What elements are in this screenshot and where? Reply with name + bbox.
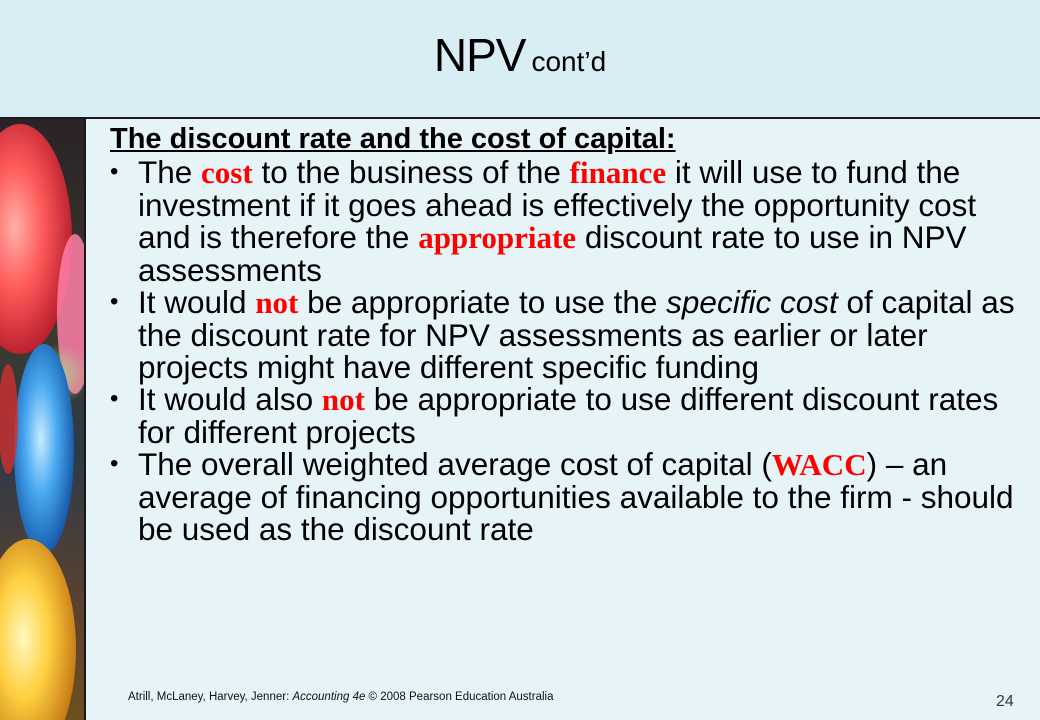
- title-divider: [0, 117, 1040, 119]
- bullet-item: • The overall weighted average cost of capital (WACC) – an average of financing opportunities available to the firm - should be used as the discount rate: [110, 448, 1020, 545]
- slide-title: [0, 28, 1040, 82]
- title-sub: cont’d: [531, 46, 607, 77]
- title-main: NPV: [433, 29, 526, 81]
- bullet-list: [110, 156, 1020, 545]
- highlight-text: finance: [569, 155, 667, 190]
- highlight-text: WACC: [771, 447, 867, 482]
- side-panel-border: [84, 119, 86, 720]
- bullet-item: • The cost to the business of the finance it will use to fund the investment if it goes ahead is effectively the opportunity cost and is therefore the appropriate discount rate to use in NPV assessments: [110, 156, 1020, 286]
- highlight-text: appropriate: [418, 220, 577, 255]
- bullet-item: • It would also not be appropriate to use different discount rates for different projects: [110, 383, 1020, 448]
- bullet-item: • It would not be appropriate to use the specific cost of capital as the discount rate for NPV assessments as earlier or later projects might have different specific funding: [110, 286, 1020, 383]
- highlight-text: cost: [201, 155, 253, 190]
- section-heading: The discount rate and the cost of capital:: [110, 123, 676, 155]
- decorative-side-panel: [0, 119, 84, 720]
- footer-citation: Atrill, McLaney, Harvey, Jenner: Accounting 4e © 2008 Pearson Education Australia: [128, 691, 554, 703]
- slide-content: [110, 123, 1020, 545]
- highlight-text: not: [321, 382, 365, 417]
- decorative-droplets-image: [0, 119, 84, 720]
- highlight-text: not: [255, 285, 299, 320]
- title-area: [0, 0, 1040, 118]
- page-number: 24: [996, 693, 1014, 710]
- italic-text: specific cost: [666, 284, 838, 320]
